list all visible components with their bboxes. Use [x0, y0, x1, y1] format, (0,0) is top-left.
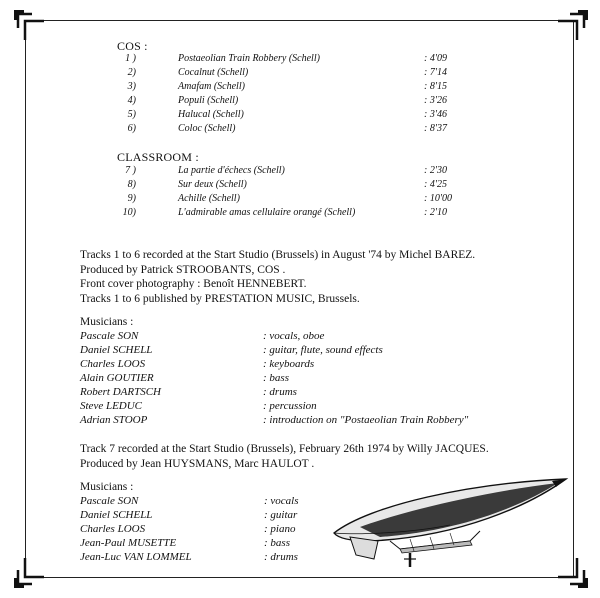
track-duration: : 4'09: [424, 53, 447, 64]
credit-line: Tracks 1 to 6 published by PRESTATION MUSIC, Brussels.: [80, 292, 360, 305]
musician-role: : keyboards: [263, 358, 315, 370]
musician-name: Pascale SON: [80, 495, 139, 507]
track-title: Coloc (Schell): [178, 123, 236, 134]
track-row: [0, 165, 600, 179]
musician-row: [0, 400, 600, 414]
musician-row: [0, 344, 600, 358]
track-row: [0, 179, 600, 193]
musician-row: [0, 330, 600, 344]
credit-line: Front cover photography : Benoît HENNEBERT.: [80, 278, 307, 290]
track-duration: : 8'15: [424, 81, 447, 92]
track-number: 7 ): [125, 165, 136, 176]
track-title: Amafam (Schell): [178, 81, 245, 92]
track-title: Sur deux (Schell): [178, 179, 247, 190]
musicians-heading: Musicians :: [80, 481, 134, 493]
musician-role: : drums: [263, 386, 297, 398]
musician-role: : piano: [264, 523, 296, 535]
musician-role: : guitar, flute, sound effects: [263, 344, 383, 356]
credit-line: Produced by Jean HUYSMANS, Marc HAULOT .: [80, 457, 315, 470]
track-number: 9): [127, 193, 136, 204]
musician-role: : bass: [263, 372, 289, 384]
musician-role: : introduction on "Postaeolian Train Robbery": [263, 414, 469, 426]
classroom-heading: CLASSROOM :: [117, 150, 199, 164]
cos-heading: COS :: [117, 39, 148, 53]
credit-line: Track 7 recorded at the Start Studio (Brussels), February 26th 1974 by Willy JACQUES.: [80, 443, 489, 455]
musician-name: Pascale SON: [80, 330, 139, 342]
track-duration: : 3'46: [424, 109, 447, 120]
musician-name: Adrian STOOP: [80, 414, 148, 426]
credit-line: Produced by Patrick STROOBANTS, COS .: [80, 263, 286, 276]
musician-name: Daniel SCHELL: [80, 344, 153, 356]
musician-role: : percussion: [263, 400, 317, 412]
recording-credits-track7: [80, 442, 489, 471]
musician-role: : vocals: [264, 495, 299, 507]
track-title: Postaeolian Train Robbery (Schell): [178, 53, 320, 64]
airship-illustration: [330, 475, 570, 575]
track-row: [0, 207, 600, 221]
credit-line: Tracks 1 to 6 recorded at the Start Studio (Brussels) in August '74 by Michel BAREZ.: [80, 249, 476, 261]
track-duration: : 8'37: [424, 123, 447, 134]
track-row: [0, 81, 600, 95]
track-duration: : 2'30: [424, 165, 447, 176]
musician-name: Charles LOOS: [80, 523, 146, 535]
musicians-heading: Musicians :: [80, 316, 134, 328]
musician-row: [0, 358, 600, 372]
musician-name: Alain GOUTIER: [80, 372, 154, 384]
track-number: 4): [127, 95, 136, 106]
track-duration: : 10'00: [424, 193, 452, 204]
track-number: 10): [122, 207, 136, 218]
track-duration: : 2'10: [424, 207, 447, 218]
track-row: [0, 109, 600, 123]
musician-name: Jean-Luc VAN LOMMEL: [80, 551, 192, 563]
track-duration: : 4'25: [424, 179, 447, 190]
recording-credits: [80, 248, 475, 306]
track-title: Achille (Schell): [178, 193, 240, 204]
track-number: 1 ): [125, 53, 136, 64]
track-title: Halucal (Schell): [178, 109, 244, 120]
track-row: [0, 193, 600, 207]
musician-name: Steve LEDUC: [80, 400, 143, 412]
musician-role: : bass: [264, 537, 290, 549]
track-number: 2): [127, 67, 136, 78]
musician-role: : guitar: [264, 509, 298, 521]
track-row: [0, 123, 600, 137]
corner-ornament-top-right: [556, 6, 592, 42]
track-number: 6): [127, 123, 136, 134]
musician-name: Daniel SCHELL: [80, 509, 153, 521]
musician-row: [0, 414, 600, 428]
musician-name: Charles LOOS: [80, 358, 146, 370]
musician-name: Jean-Paul MUSETTE: [80, 537, 177, 549]
track-row: [0, 67, 600, 81]
musician-role: : vocals, oboe: [263, 330, 325, 342]
track-duration: : 3'26: [424, 95, 447, 106]
track-title: Cocalnut (Schell): [178, 67, 249, 78]
track-row: [0, 95, 600, 109]
track-title: L'admirable amas cellulaire orangé (Schell): [178, 207, 356, 218]
track-title: Populi (Schell): [178, 95, 239, 106]
musician-name: Robert DARTSCH: [80, 386, 161, 398]
track-number: 8): [127, 179, 136, 190]
musician-role: : drums: [264, 551, 298, 563]
track-number: 3): [127, 81, 136, 92]
track-number: 5): [127, 109, 136, 120]
corner-ornament-top-left: [10, 6, 46, 42]
track-row: [0, 53, 600, 67]
track-duration: : 7'14: [424, 67, 447, 78]
track-title: La partie d'échecs (Schell): [178, 165, 285, 176]
musician-row: [0, 372, 600, 386]
musician-row: [0, 386, 600, 400]
